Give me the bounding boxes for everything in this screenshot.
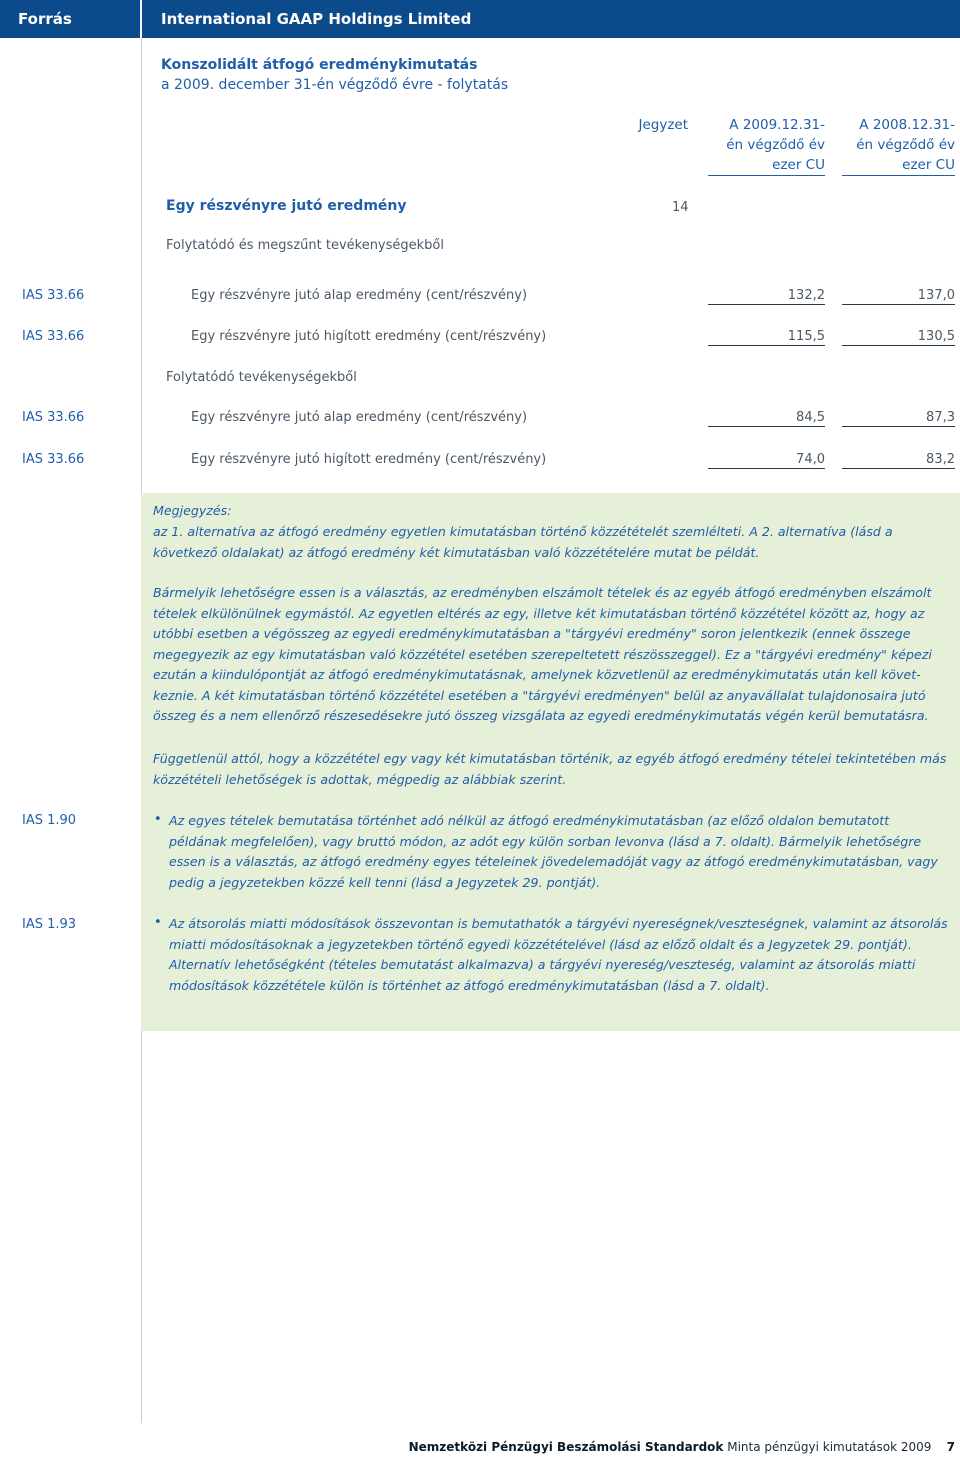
- page-footer: [409, 1440, 955, 1454]
- column-header-note: Jegyzet: [638, 117, 688, 133]
- row-value-2009: 132,2: [708, 288, 825, 305]
- section-eps-title: Egy részvényre jutó eredmény: [166, 198, 407, 214]
- row-value-2009: 84,5: [708, 410, 825, 427]
- company-title: International GAAP Holdings Limited: [161, 10, 472, 28]
- column-header-2008-line2: én végződő év: [856, 137, 955, 153]
- row-ref: IAS 33.66: [22, 288, 85, 303]
- bullet-ref: IAS 1.90: [22, 813, 77, 828]
- row-label: Egy részvényre jutó higított eredmény (cent/részvény): [191, 452, 547, 467]
- column-header-2009-line2: én végződő év: [726, 137, 825, 153]
- row-value-2009: 115,5: [708, 329, 825, 346]
- statement-title-line2: a 2009. december 31-én végződő évre - folytatás: [161, 77, 509, 93]
- note-paragraph-1: az 1. alternatíva az átfogó eredmény egyetlen kimutatásban történő közzétételét szemlélteti. A 2. alternatíva (lásd a következő oldalakat) az átfogó eredmény két kimutatásban való közzétételére mutat be példát.: [153, 524, 893, 560]
- footer-subtitle: Minta pénzügyi kimutatások 2009: [727, 1440, 932, 1454]
- header-divider: [140, 0, 142, 38]
- statement-title-line1: Konszolidált átfogó eredménykimutatás: [161, 57, 478, 73]
- bullet-marker: •: [154, 812, 162, 827]
- row-label: Egy részvényre jutó alap eredmény (cent/részvény): [191, 410, 528, 425]
- subheading-continuing: Folytatódó tevékenységekből: [166, 370, 357, 385]
- footer-title: Nemzetközi Pénzügyi Beszámolási Standardok: [408, 1440, 724, 1454]
- bullet-text: Az egyes tételek bemutatása történhet adó nélkül az átfogó eredménykimutatásban (az előző oldalon bemutatott példának megfelelően), vagy bruttó módon, az adót egy külön sorban levonva (lásd a 7. oldalt). Bármelyik lehetőségre essen is a választás, az átfogó eredmény egyes tételeinek jövedelemadóját vagy az átfogó eredménykimutatásban, vagy pedig a jegyzetekben közzé kell tenni (lásd a Jegyzetek 29. pontját).: [169, 813, 938, 890]
- column-header-2009-line1: A 2009.12.31-: [729, 117, 825, 133]
- bullet-marker: •: [154, 915, 162, 930]
- row-ref: IAS 33.66: [22, 452, 85, 467]
- bullet-ref: IAS 1.93: [22, 917, 77, 932]
- note-paragraph-2: Bármelyik lehetőségre essen is a választás, az eredményben elszámolt tételek és az egyéb átfogó eredményben elszámolt tételek elkülönülnek egymástól. Az egyetlen eltérés az egy, illetve két kimutatásban történő közzététel között az, hogy az utóbbi esetben a végösszeg az egyedi eredménykimutatásban a "tárgyévi eredmény" soron jelentkezik (ennek összege megegyezik az egy kimutatásban való közzététel esetében szerepeltetett részösszeggel). Ez a "tárgyévi eredmény" képezi ezután a kiindulópontját az átfogó eredménykimutatásnak, amelynek közvetlenül az eredménykimutatás után kell követ-keznie. A két kimutatásban történő közzététel esetében a "tárgyévi eredményen" belül az anyavállalat tulajdonosaira jutó összeg és a nem ellenőrző részesedésekre jutó összeg vizsgálata az egyedi eredménykimutatás végén kerül bemutatásra.: [153, 585, 932, 723]
- page-number: 7: [946, 1440, 955, 1454]
- row-ref: IAS 33.66: [22, 329, 85, 344]
- section-eps-note: 14: [672, 200, 689, 215]
- note-paragraph-3: Függetlenül attól, hogy a közzététel egy vagy két kimutatásban történik, az egyéb átfogó eredmény tételei tekintetében más közzétételi lehetőségek is adottak, mégpedig az alábbiak szerint.: [153, 751, 947, 787]
- row-ref: IAS 33.66: [22, 410, 85, 425]
- row-value-2008: 83,2: [842, 452, 955, 469]
- row-value-2008: 87,3: [842, 410, 955, 427]
- top-header-bar: [0, 0, 960, 38]
- source-tab: [0, 0, 140, 38]
- note-heading: Megjegyzés:: [153, 503, 232, 518]
- source-label: Forrás: [18, 10, 72, 28]
- column-header-2008-line1: A 2008.12.31-: [859, 117, 955, 133]
- row-value-2009: 74,0: [708, 452, 825, 469]
- subheading-continuing-discontinued: Folytatódó és megszűnt tevékenységekből: [166, 238, 444, 253]
- row-value-2008: 130,5: [842, 329, 955, 346]
- row-label: Egy részvényre jutó alap eredmény (cent/részvény): [191, 288, 528, 303]
- column-header-2009-unit: ezer CU: [708, 155, 825, 176]
- bullet-text: Az átsorolás miatti módosítások összevontan is bemutathatók a tárgyévi nyereségnek/veszteségnek, valamint az átsorolás miatti módosításoknak a jegyzetekben történő egyedi közzétételével (lásd az előző oldalt és a Jegyzetek 29. pontját). Alternatív lehetőségként (tételes bemutatást alkalmazva) a tárgyévi nyereség/veszteség, valamint az átsorolás miatti módosítások közzététele külön is történhet az átfogó eredménykimutatásban (lásd a 7. oldalt).: [169, 916, 948, 993]
- row-value-2008: 137,0: [842, 288, 955, 305]
- row-label: Egy részvényre jutó higított eredmény (cent/részvény): [191, 329, 547, 344]
- column-header-2008-unit: ezer CU: [842, 155, 955, 176]
